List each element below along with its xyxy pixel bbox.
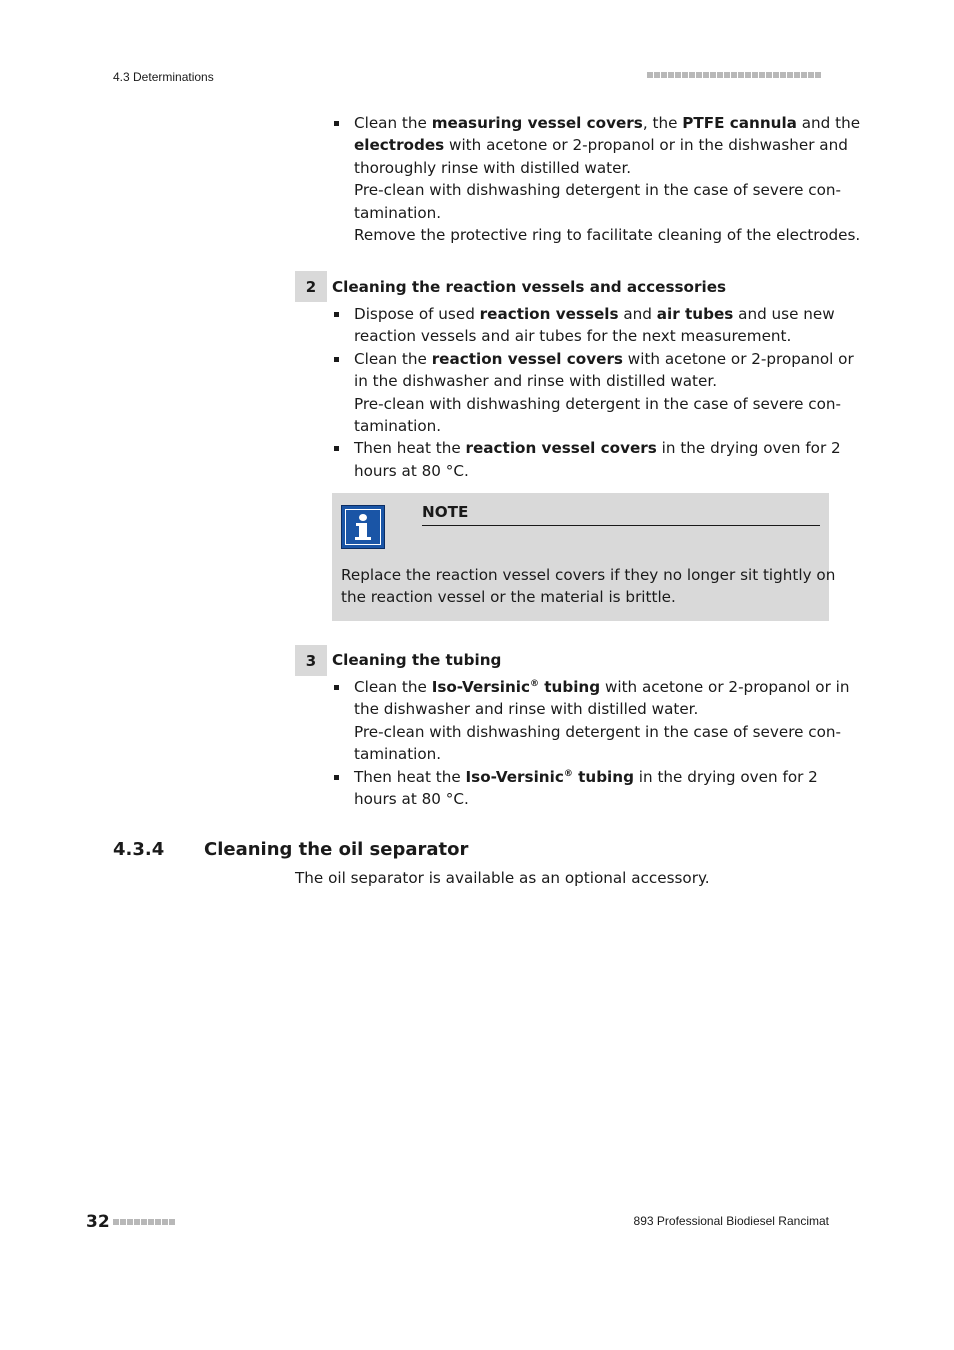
list-item: Clean the Iso-Versinic® tubing with acetone or 2-propanol or in the dishwasher and rinse with distilled water. Pre-clean with dishwashing detergent in the case of severe con- tamination. <box>332 676 832 766</box>
step2-bullet-list <box>332 303 854 482</box>
step3-bullet-list <box>332 676 850 810</box>
bullet-marker <box>334 312 339 317</box>
bullet-marker <box>334 121 339 126</box>
page-number: 32 <box>86 1212 110 1232</box>
note-box <box>332 493 836 621</box>
note-text: Replace the reaction vessel covers if they no longer sit tightly on the reaction vessel or the material is brittle. <box>341 566 836 607</box>
step-number: 3 <box>295 645 327 676</box>
note-divider <box>422 525 820 526</box>
section-number: 4.3.4 <box>113 839 165 860</box>
bullet-marker <box>334 775 339 780</box>
note-title: NOTE <box>422 503 469 521</box>
section-title: Cleaning the oil separator <box>204 839 469 860</box>
list-item: Clean the reaction vessel covers with acetone or 2-propanol or in the dishwasher and rinse with distilled water. Pre-clean with dishwashing detergent in the case of severe con- tamination. <box>332 348 832 438</box>
step-title: Cleaning the reaction vessels and accessories <box>332 278 727 296</box>
list-item: Then heat the reaction vessel covers in the drying oven for 2 hours at 80 °C. <box>332 437 832 482</box>
section-body: The oil separator is available as an optional accessory. <box>295 869 710 887</box>
step-number: 2 <box>295 271 327 302</box>
list-item: Then heat the Iso-Versinic® tubing in the drying oven for 2 hours at 80 °C. <box>332 766 832 811</box>
bullet-marker <box>334 446 339 451</box>
bullet-marker <box>334 357 339 362</box>
footer-decoration <box>113 1219 175 1225</box>
step1-bullet-list <box>332 112 861 246</box>
step-title: Cleaning the tubing <box>332 651 502 669</box>
list-item: Clean the measuring vessel covers, the PTFE cannula and the electrodes with acetone or 2-propanol or in the dishwasher and thoroughly rinse with distilled water. Pre-clean with dishwashing detergent in the case of severe con- tamination. Remove the protective ring to facilitate cleaning of the electrodes. <box>332 112 832 246</box>
header-decoration <box>647 72 821 78</box>
list-item: Dispose of used reaction vessels and air tubes and use new reaction vessels and air tubes for the next measurement. <box>332 303 832 348</box>
bullet-marker <box>334 685 339 690</box>
running-header: 4.3 Determinations <box>113 70 214 84</box>
info-icon <box>341 505 385 549</box>
product-name: 893 Professional Biodiesel Rancimat <box>633 1214 829 1228</box>
